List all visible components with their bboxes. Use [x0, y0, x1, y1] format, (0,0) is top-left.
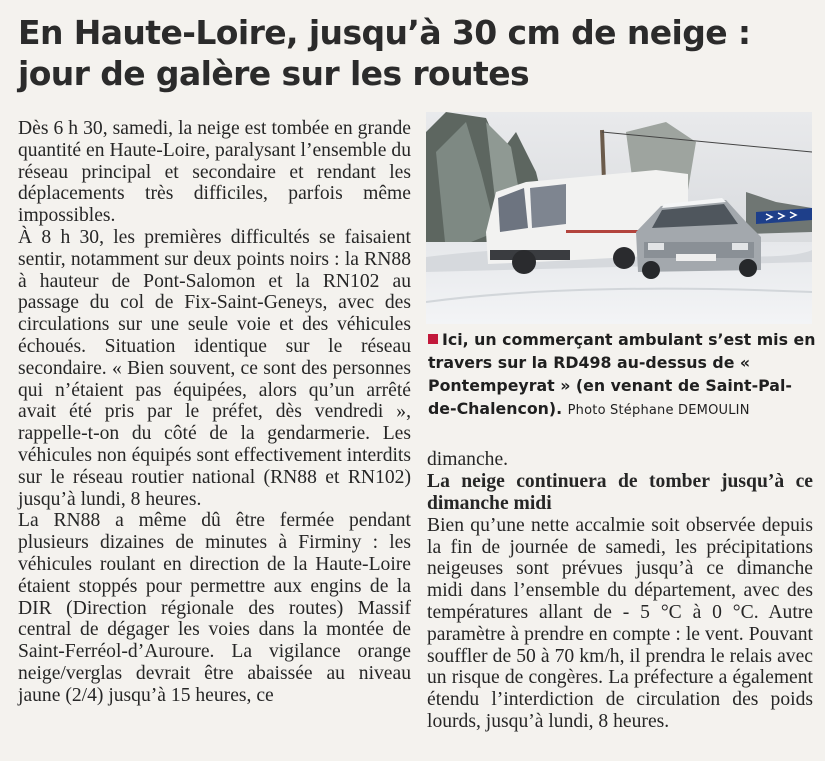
- right-column: [427, 449, 813, 733]
- headline-line-1: En Haute-Loire, jusqu’à 30 cm de neige :: [18, 13, 751, 52]
- photo-caption: [428, 328, 816, 422]
- photo-credit: Photo Stéphane DEMOULIN: [567, 403, 750, 418]
- snow-road-photo: [426, 112, 812, 324]
- paragraph-intro: Dès 6 h 30, samedi, la neige est tombée en grande quantité en Haute-Loire, paralysant l’ensemble du réseau principal et secondaire et rendant les déplacements très difficiles, parfois même impossibles.: [18, 118, 411, 227]
- paragraph-continuation: dimanche.: [427, 449, 509, 470]
- paragraph-rn88-closure: La RN88 a même dû être fermée pendant plusieurs dizaines de minutes à Firminy : les véhicules roulant en direction de la Haute-Loire étaient stoppés pour permettre aux engins de la DIR (Direction régionale des routes) Massif central de dégager les voies dans la montée de Saint-Ferréol-d’Auroure. La vigilance orange neige/verglas devrait être abaissée au niveau jaune (2/4) jusqu’à 15 heures, ce: [18, 510, 411, 706]
- section-subhead: La neige continuera de tomber jusqu’à ce dimanche midi: [427, 470, 813, 514]
- paragraph-difficulties: À 8 h 30, les premières difficultés se faisaient sentir, notamment sur deux points noirs : la RN88 à hauteur de Pont-Salomon et la RN102 au passage du col de Fix-Saint-Geneys, avec des circulations sur une seule voie et des véhicules échoués. Situation identique sur le réseau secondaire. « Bien souvent, ce sont des personnes qui n’étaient pas équipées, alors qu’un arrêté avait été pris par le préfet, dès vendredi », rappelle-t-on du côté de la gendarmerie. Les véhicules non équipés sont effectivement interdits sur le réseau routier national (RN88 et RN102) jusqu’à lundi, 8 heures.: [18, 226, 411, 510]
- left-column: [18, 118, 411, 707]
- article-headline: [18, 12, 818, 94]
- headline-line-2: jour de galère sur les routes: [18, 54, 530, 93]
- caption-text: Ici, un commerçant ambulant s’est mis en travers sur la RD498 au-dessus de « Pontempeyrat » (en venant de Saint-Pal-de-Chalencon).: [428, 330, 816, 418]
- caption-marker-icon: [428, 334, 438, 344]
- paragraph-forecast: Bien qu’une nette accalmie soit observée depuis la fin de journée de samedi, les précipitations neigeuses sont prévues jusqu’à ce dimanche midi dans l’ensemble du département, avec des températures allant de - 5 °C à 0 °C. Autre paramètre à prendre en compte : le vent. Pouvant souffler de 50 à 70 km/h, il prendra le relais avec un risque de congères. La préfecture a également étendu l’interdiction de circulation des poids lourds, jusqu’à lundi, 8 heures.: [427, 514, 813, 732]
